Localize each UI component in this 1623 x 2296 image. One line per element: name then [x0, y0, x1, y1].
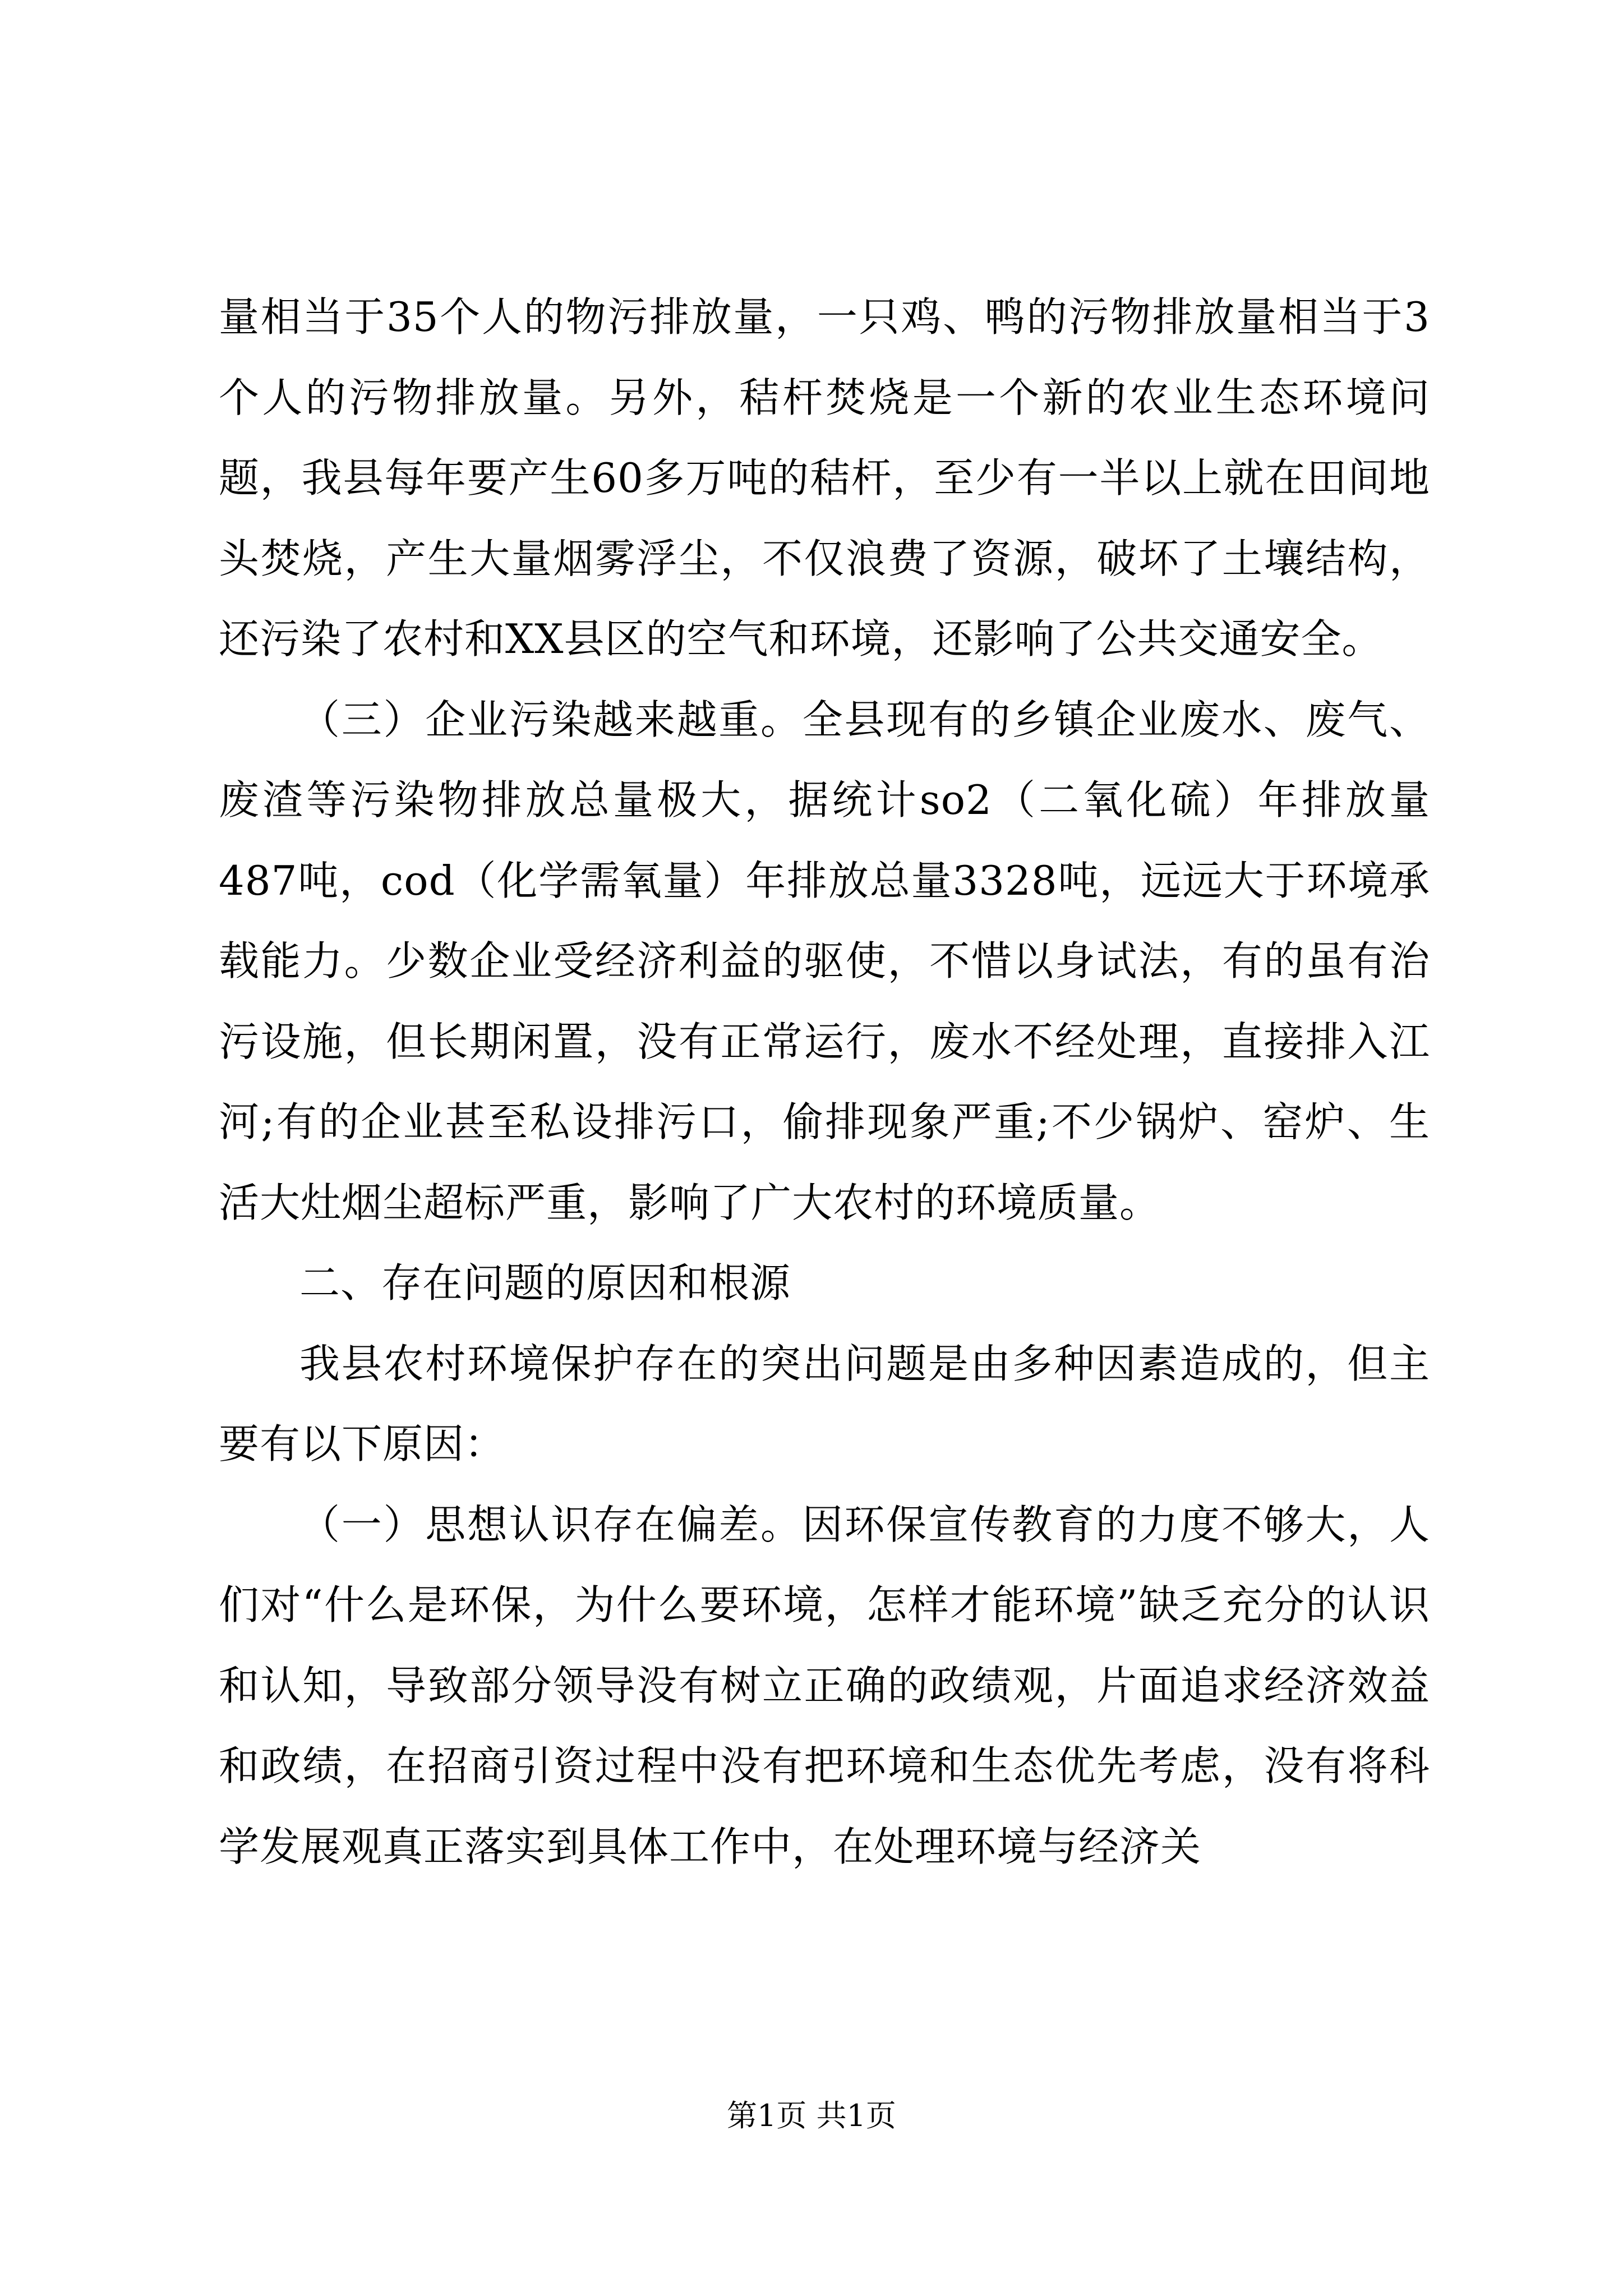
paragraph-3: 我县农村环境保护存在的突出问题是由多种因素造成的，但主要有以下原因：: [219, 1340, 1430, 1467]
paragraph-1: 量相当于35个人的物污排放量，一只鸡、鸭的污物排放量相当于3个人的污物排放量。另外，秸杆焚烧是一个新的农业生态环境问题，我县每年要产生60多万吨的秸杆，至少有一半以上就在田间地头焚烧，产生大量烟雾浮尘，不仅浪费了资源，破坏了土壤结构，还污染了农村和XX县区的空气和环境，还影响了公共交通安全。: [219, 293, 1430, 662]
section-heading: 二、存在问题的原因和根源: [299, 1259, 791, 1306]
paragraph-2: （三）企业污染越来越重。全县现有的乡镇企业废水、废气、废渣等污染物排放总量极大，据统计so2（二氧化硫）年排放量487吨，cod（化学需氧量）年排放总量3328吨，远远大于环境承载能力。少数企业受经济利益的驱使，不惜以身试法，有的虽有治污设施，但长期闲置，没有正常运行，废水不经处理，直接排入江河;有的企业甚至私设排污口，偷排现象严重;不少锅炉、窑炉、生活大灶烟尘超标严重，影响了广大农村的环境质量。: [219, 696, 1430, 1226]
document-body: [219, 277, 1430, 1887]
page-footer: 第1页 共1页: [727, 2098, 896, 2133]
paragraph-4: （一）思想认识存在偏差。因环保宣传教育的力度不够大，人们对“什么是环保，为什么要环境，怎样才能环境”缺乏充分的认识和认知，导致部分领导没有树立正确的政绩观，片面追求经济效益和政绩，在招商引资过程中没有把环境和生态优先考虑，没有将科学发展观真正落实到具体工作中，在处理环境与经济关: [219, 1501, 1430, 1870]
